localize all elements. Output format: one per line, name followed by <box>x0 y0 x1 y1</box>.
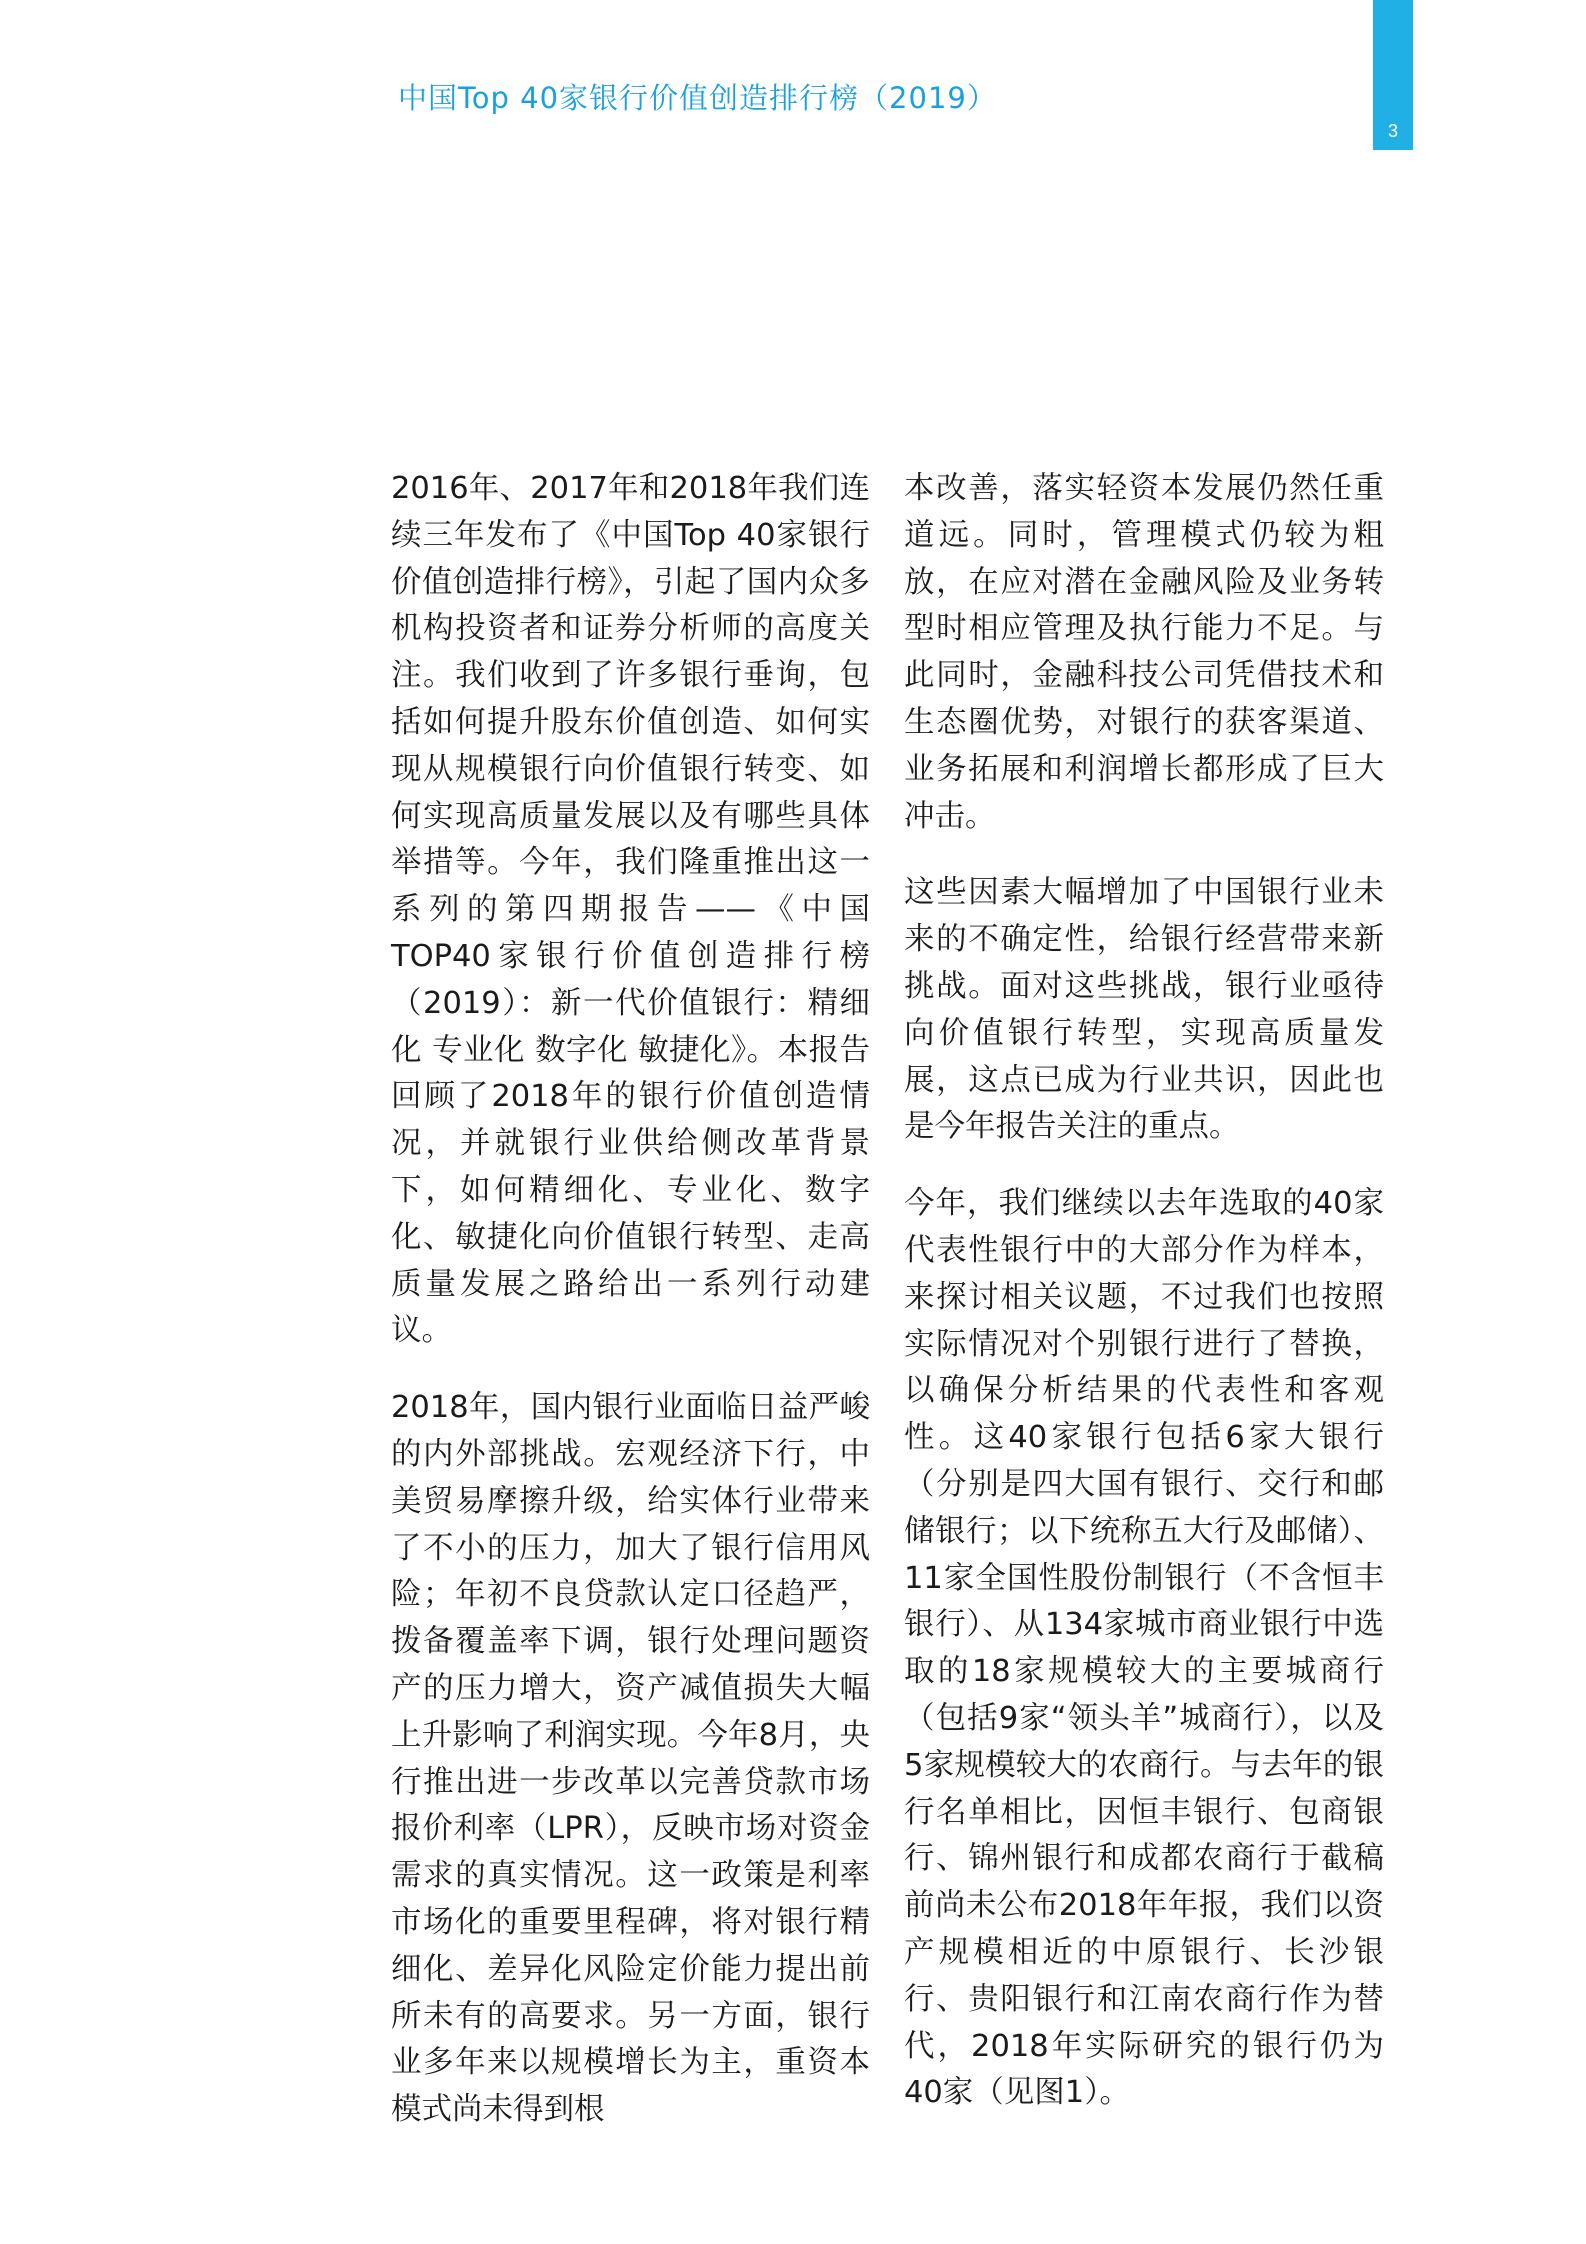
paragraph: 本改善，落实轻资本发展仍然任重道远。同时，管理模式仍较为粗放，在应对潜在金融风险及业务转型时相应管理及执行能力不足。与此同时，金融科技公司凭借技术和生态圈优势，对银行的获客渠道、业务拓展和利润增长都形成了巨大冲击。 <box>904 471 1384 834</box>
paragraph: 这些因素大幅增加了中国银行业未来的不确定性，给银行经营带来新挑战。面对这些挑战，银行业亟待向价值银行转型，实现高质量发展，这点已成为行业共识，因此也是今年报告关注的重点。 <box>904 875 1384 1145</box>
paragraph: 2016年、2017年和2018年我们连续三年发布了《中国Top 40家银行价值创造排行榜》，引起了国内众多机构投资者和证券分析师的高度关注。我们收到了许多银行垂询，包括如何提升股东价值创造、如何实现从规模银行向价值银行转变、如何实现高质量发展以及有哪些具体举措等。今年，我们隆重推出这一系列的第四期报告——《中国TOP40家银行价值创造排行榜（2019）：新一代价值银行：精细化 专业化 数字化 敏捷化》。本报告回顾了2018年的银行价值创造情况，并就银行业供给侧改革背景下，如何精细化、专业化、数字化、敏捷化向价值银行转型、走高质量发展之路给出一系列行动建议。 <box>391 471 870 1349</box>
paragraph: 2018年，国内银行业面临日益严峻的内外部挑战。宏观经济下行，中美贸易摩擦升级，给实体行业带来了不小的压力，加大了银行信用风险；年初不良贷款认定口径趋严，拨备覆盖率下调，银行处理问题资产的压力增大，资产减值损失大幅上升影响了利润实现。今年8月，央行推出进一步改革以完善贷款市场报价利率（LPR），反映市场对资金需求的真实情况。这一政策是利率市场化的重要里程碑，将对银行精细化、差异化风险定价能力提出前所未有的高要求。另一方面，银行业多年来以规模增长为主，重资本模式尚未得到根 <box>391 1390 870 2128</box>
right-column <box>904 466 1384 2147</box>
header-title: 中国Top 40家银行价值创造排行榜（2019） <box>398 81 997 115</box>
left-column <box>391 466 870 2164</box>
page-number: 3 <box>1387 121 1398 141</box>
paragraph: 今年，我们继续以去年选取的40家代表性银行中的大部分作为样本，来探讨相关议题，不过我们也按照实际情况对个别银行进行了替换，以确保分析结果的代表性和客观性。这40家银行包括6家大银行（分别是四大国有银行、交行和邮储银行；以下统称五大行及邮储）、11家全国性股份制银行（不含恒丰银行）、从134家城市商业银行中选取的18家规模较大的主要城商行（包括9家“领头羊”城商行），以及5家规模较大的农商行。与去年的银行名单相比，因恒丰银行、包商银行、锦州银行和成都农商行于截稿前尚未公布2018年年报，我们以资产规模相近的中原银行、长沙银行、贵阳银行和江南农商行作为替代，2018年实际研究的银行仍为40家（见图1）。 <box>904 1186 1384 2111</box>
page-tab <box>1373 0 1413 150</box>
